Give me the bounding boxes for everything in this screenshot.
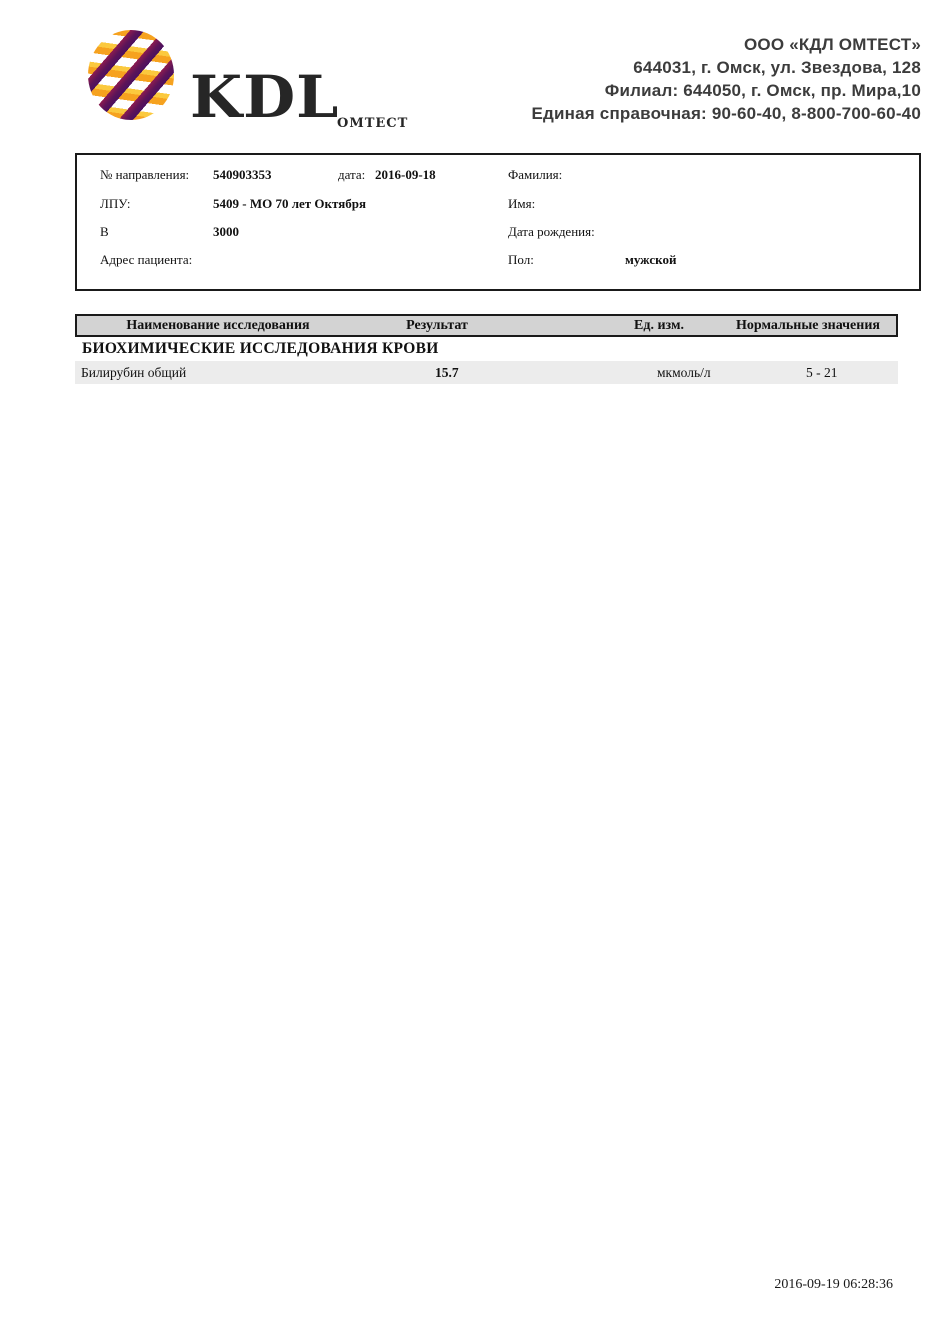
kdl-logo-text: KDL	[190, 64, 340, 132]
column-header-unit: Ед. изм.	[634, 317, 684, 333]
company-phone: Единая справочная: 90-60-40, 8-800-700-60-40	[531, 104, 921, 123]
surname-label: Фамилия:	[508, 167, 563, 182]
v-value: 3000	[213, 224, 239, 239]
test-result: 15.7	[435, 364, 459, 380]
test-name: Билирубин общий	[81, 364, 187, 380]
v-label: В	[100, 224, 109, 239]
referral-date-value: 2016-09-18	[375, 167, 436, 182]
sex-value: мужской	[625, 252, 677, 267]
kdl-logo-subtext: ОМТЕСТ	[337, 116, 409, 131]
firstname-label: Имя:	[508, 196, 536, 211]
referral-number-label: № направления:	[100, 167, 190, 182]
test-normal-range: 5 - 21	[806, 364, 838, 380]
test-unit: мкмоль/л	[657, 364, 711, 380]
table-row	[75, 361, 898, 384]
lpu-label: ЛПУ:	[100, 196, 131, 211]
section-title-biochemistry: БИОХИМИЧЕСКИЕ ИССЛЕДОВАНИЯ КРОВИ	[82, 340, 439, 357]
column-header-result: Результат	[406, 317, 468, 333]
company-info	[531, 33, 921, 125]
sex-label: Пол:	[508, 252, 534, 267]
company-address: 644031, г. Омск, ул. Звездова, 128	[633, 58, 921, 77]
company-name: ООО «КДЛ ОМТЕСТ»	[744, 35, 921, 54]
referral-date-label: дата:	[338, 167, 366, 182]
results-table-header	[75, 314, 898, 337]
column-header-test-name: Наименование исследования	[126, 317, 310, 333]
print-timestamp: 2016-09-19 06:28:36	[774, 1277, 893, 1292]
referral-number-value: 540903353	[213, 167, 272, 182]
kdl-logo-sphere-icon	[88, 30, 174, 120]
patient-info-box	[75, 153, 921, 291]
birthdate-label: Дата рождения:	[508, 224, 595, 239]
lpu-value: 5409 - МО 70 лет Октября	[213, 196, 367, 211]
company-branch-address: Филиал: 644050, г. Омск, пр. Мира,10	[604, 81, 921, 100]
column-header-normal-range: Нормальные значения	[736, 317, 880, 333]
patient-address-label: Адрес пациента:	[100, 252, 193, 267]
